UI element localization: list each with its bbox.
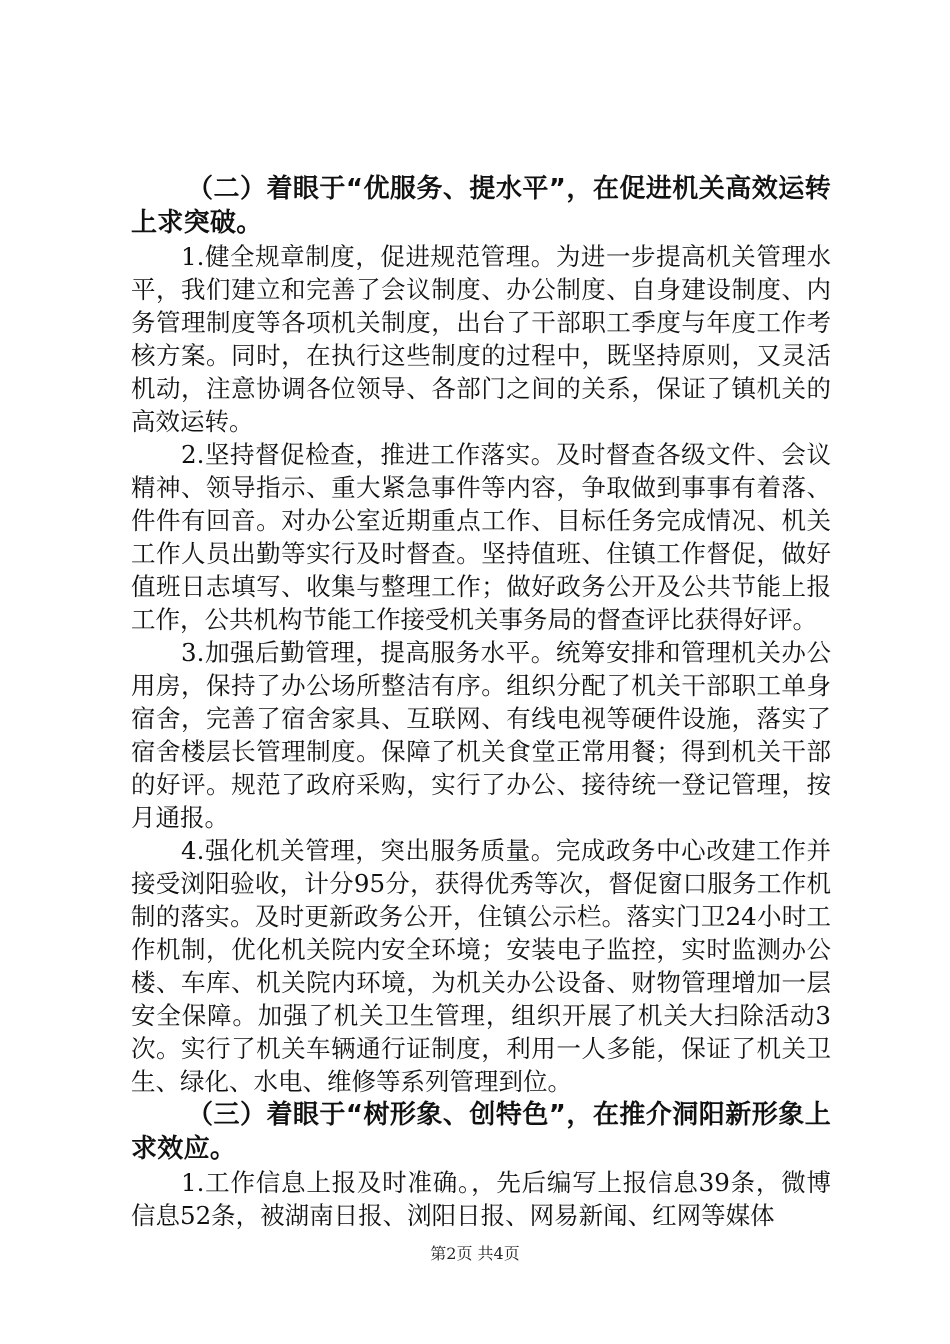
section-heading-3: （三）着眼于“树形象、创特色”，在推介洞阳新形象上求效应。 xyxy=(131,1100,831,1164)
section-heading-2: （二）着眼于“优服务、提水平”，在促进机关高效运转上求突破。 xyxy=(131,174,831,238)
document-body xyxy=(131,172,831,1232)
paragraph-1: 1.健全规章制度，促进规范管理。为进一步提高机关管理水平，我们建立和完善了会议制度、办公制度、自身建设制度、内务管理制度等各项机关制度，出台了干部职工季度与年度工作考核方案。同时，在执行这些制度的过程中，既坚持原则，又灵活机动，注意协调各位领导、各部门之间的关系，保证了镇机关的高效运转。 xyxy=(131,242,831,436)
paragraph-3: 3.加强后勤管理，提高服务水平。统筹安排和管理机关办公用房，保持了办公场所整洁有序。组织分配了机关干部职工单身宿舍，完善了宿舍家具、互联网、有线电视等硬件设施，落实了宿舍楼层长管理制度。保障了机关食堂正常用餐；得到机关干部的好评。规范了政府采购，实行了办公、接待统一登记管理，按月通报。 xyxy=(131,638,831,832)
page-footer: 第2页 共4页 xyxy=(430,1244,520,1263)
paragraph-4: 4.强化机关管理，突出服务质量。完成政务中心改建工作并接受浏阳验收，计分95分，获得优秀等次，督促窗口服务工作机制的落实。及时更新政务公开，住镇公示栏。落实门卫24小时工作机制，优化机关院内安全环境；安装电子监控，实时监测办公楼、车库、机关院内环境，为机关办公设备、财物管理增加一层安全保障。加强了机关卫生管理，组织开展了机关大扫除活动3次。实行了机关车辆通行证制度，利用一人多能，保证了机关卫生、绿化、水电、维修等系列管理到位。 xyxy=(131,836,831,1096)
paragraph-2: 2.坚持督促检查，推进工作落实。及时督查各级文件、会议精神、领导指示、重大紧急事件等内容，争取做到事事有着落、件件有回音。对办公室近期重点工作、目标任务完成情况、机关工作人员出勤等实行及时督查。坚持值班、住镇工作督促，做好值班日志填写、收集与整理工作；做好政务公开及公共节能上报工作，公共机构节能工作接受机关事务局的督查评比获得好评。 xyxy=(131,440,831,634)
paragraph-5: 1.工作信息上报及时准确。，先后编写上报信息39条，微博信息52条，被湖南日报、浏阳日报、网易新闻、红网等媒体 xyxy=(131,1168,831,1230)
